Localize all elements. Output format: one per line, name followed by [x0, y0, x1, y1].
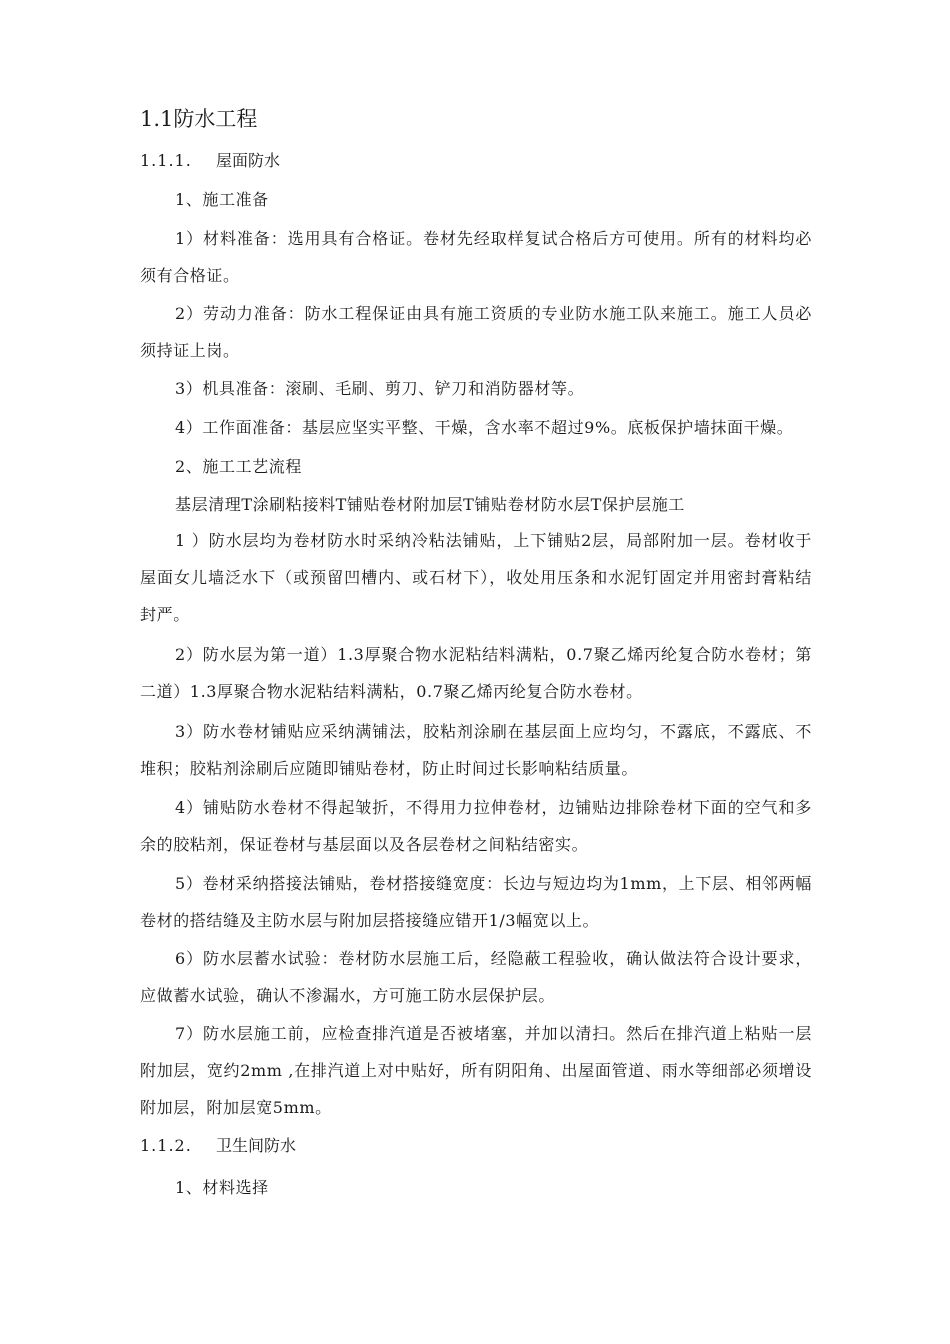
subsection-bathroom-heading [140, 1134, 296, 1158]
paragraph: 6）防水层蓄水试验：卷材防水层施工后，经隐蔽工程验收，确认做法符合设计要求，应做蓄水试验，确认不渗漏水，方可施工防水层保护层。 [140, 949, 812, 1005]
paragraph: 4）工作面准备：基层应坚实平整、干燥，含水率不超过9%。底板保护墙抹面干燥。 [175, 418, 794, 437]
paragraph: 1、施工准备 [175, 190, 269, 209]
paragraph: 1）材料准备：选用具有合格证。卷材先经取样复试合格后方可使用。所有的材料均必须有合格证。 [140, 229, 812, 285]
paragraph: 3）机具准备：滚刷、毛刷、剪刀、铲刀和消防器材等。 [175, 379, 585, 398]
paragraph: 1、材料选择 [175, 1178, 269, 1197]
paragraph: 7）防水层施工前，应检查排汽道是否被堵塞，并加以清扫。然后在排汽道上粘贴一层附加层，宽约2mm ,在排汽道上对中贴好，所有阴阳角、出屋面管道、雨水等细部必须增设附加层，附加层宽5mm。 [140, 1024, 812, 1117]
paragraph: 2、施工工艺流程 [175, 457, 302, 476]
paragraph: 2）防水层为第一道）1.3厚聚合物水泥粘结料满粘，0.7聚乙烯丙纶复合防水卷材；第二道）1.3厚聚合物水泥粘结料满粘，0.7聚乙烯丙纶复合防水卷材。 [140, 645, 812, 701]
subsection-number: 1.1.1. [140, 151, 192, 170]
subsection-title: 屋面防水 [216, 151, 281, 170]
paragraph: 5）卷材采纳搭接法铺贴，卷材搭接缝宽度：长边与短边均为1mm，上下层、相邻两幅卷材的搭结缝及主防水层与附加层搭接缝应错开1/3幅宽以上。 [140, 874, 812, 930]
paragraph: 1 ）防水层均为卷材防水时采纳冷粘法铺贴，上下铺贴2层，局部附加一层。卷材收于屋面女儿墙泛水下（或预留凹槽内、或石材下），收处用压条和水泥钉固定并用密封膏粘结封严。 [140, 531, 812, 624]
paragraph: 基层清理T涂刷粘接料T铺贴卷材附加层T铺贴卷材防水层T保护层施工 [175, 495, 685, 514]
subsection-title: 卫生间防水 [216, 1136, 297, 1155]
subsection-roof-heading [140, 149, 280, 173]
subsection-number: 1.1.2. [140, 1136, 192, 1155]
section-heading: 1.1防水工程 [140, 107, 258, 131]
paragraph: 4）铺贴防水卷材不得起皱折，不得用力拉伸卷材，边铺贴边排除卷材下面的空气和多余的胶粘剂，保证卷材与基层面以及各层卷材之间粘结密实。 [140, 798, 812, 854]
paragraph: 3）防水卷材铺贴应采纳满铺法，胶粘剂涂刷在基层面上应均匀，不露底，不露底、不堆积；胶粘剂涂刷后应随即铺贴卷材，防止时间过长影响粘结质量。 [140, 722, 812, 778]
paragraph: 2）劳动力准备：防水工程保证由具有施工资质的专业防水施工队来施工。施工人员必须持证上岗。 [140, 304, 812, 360]
